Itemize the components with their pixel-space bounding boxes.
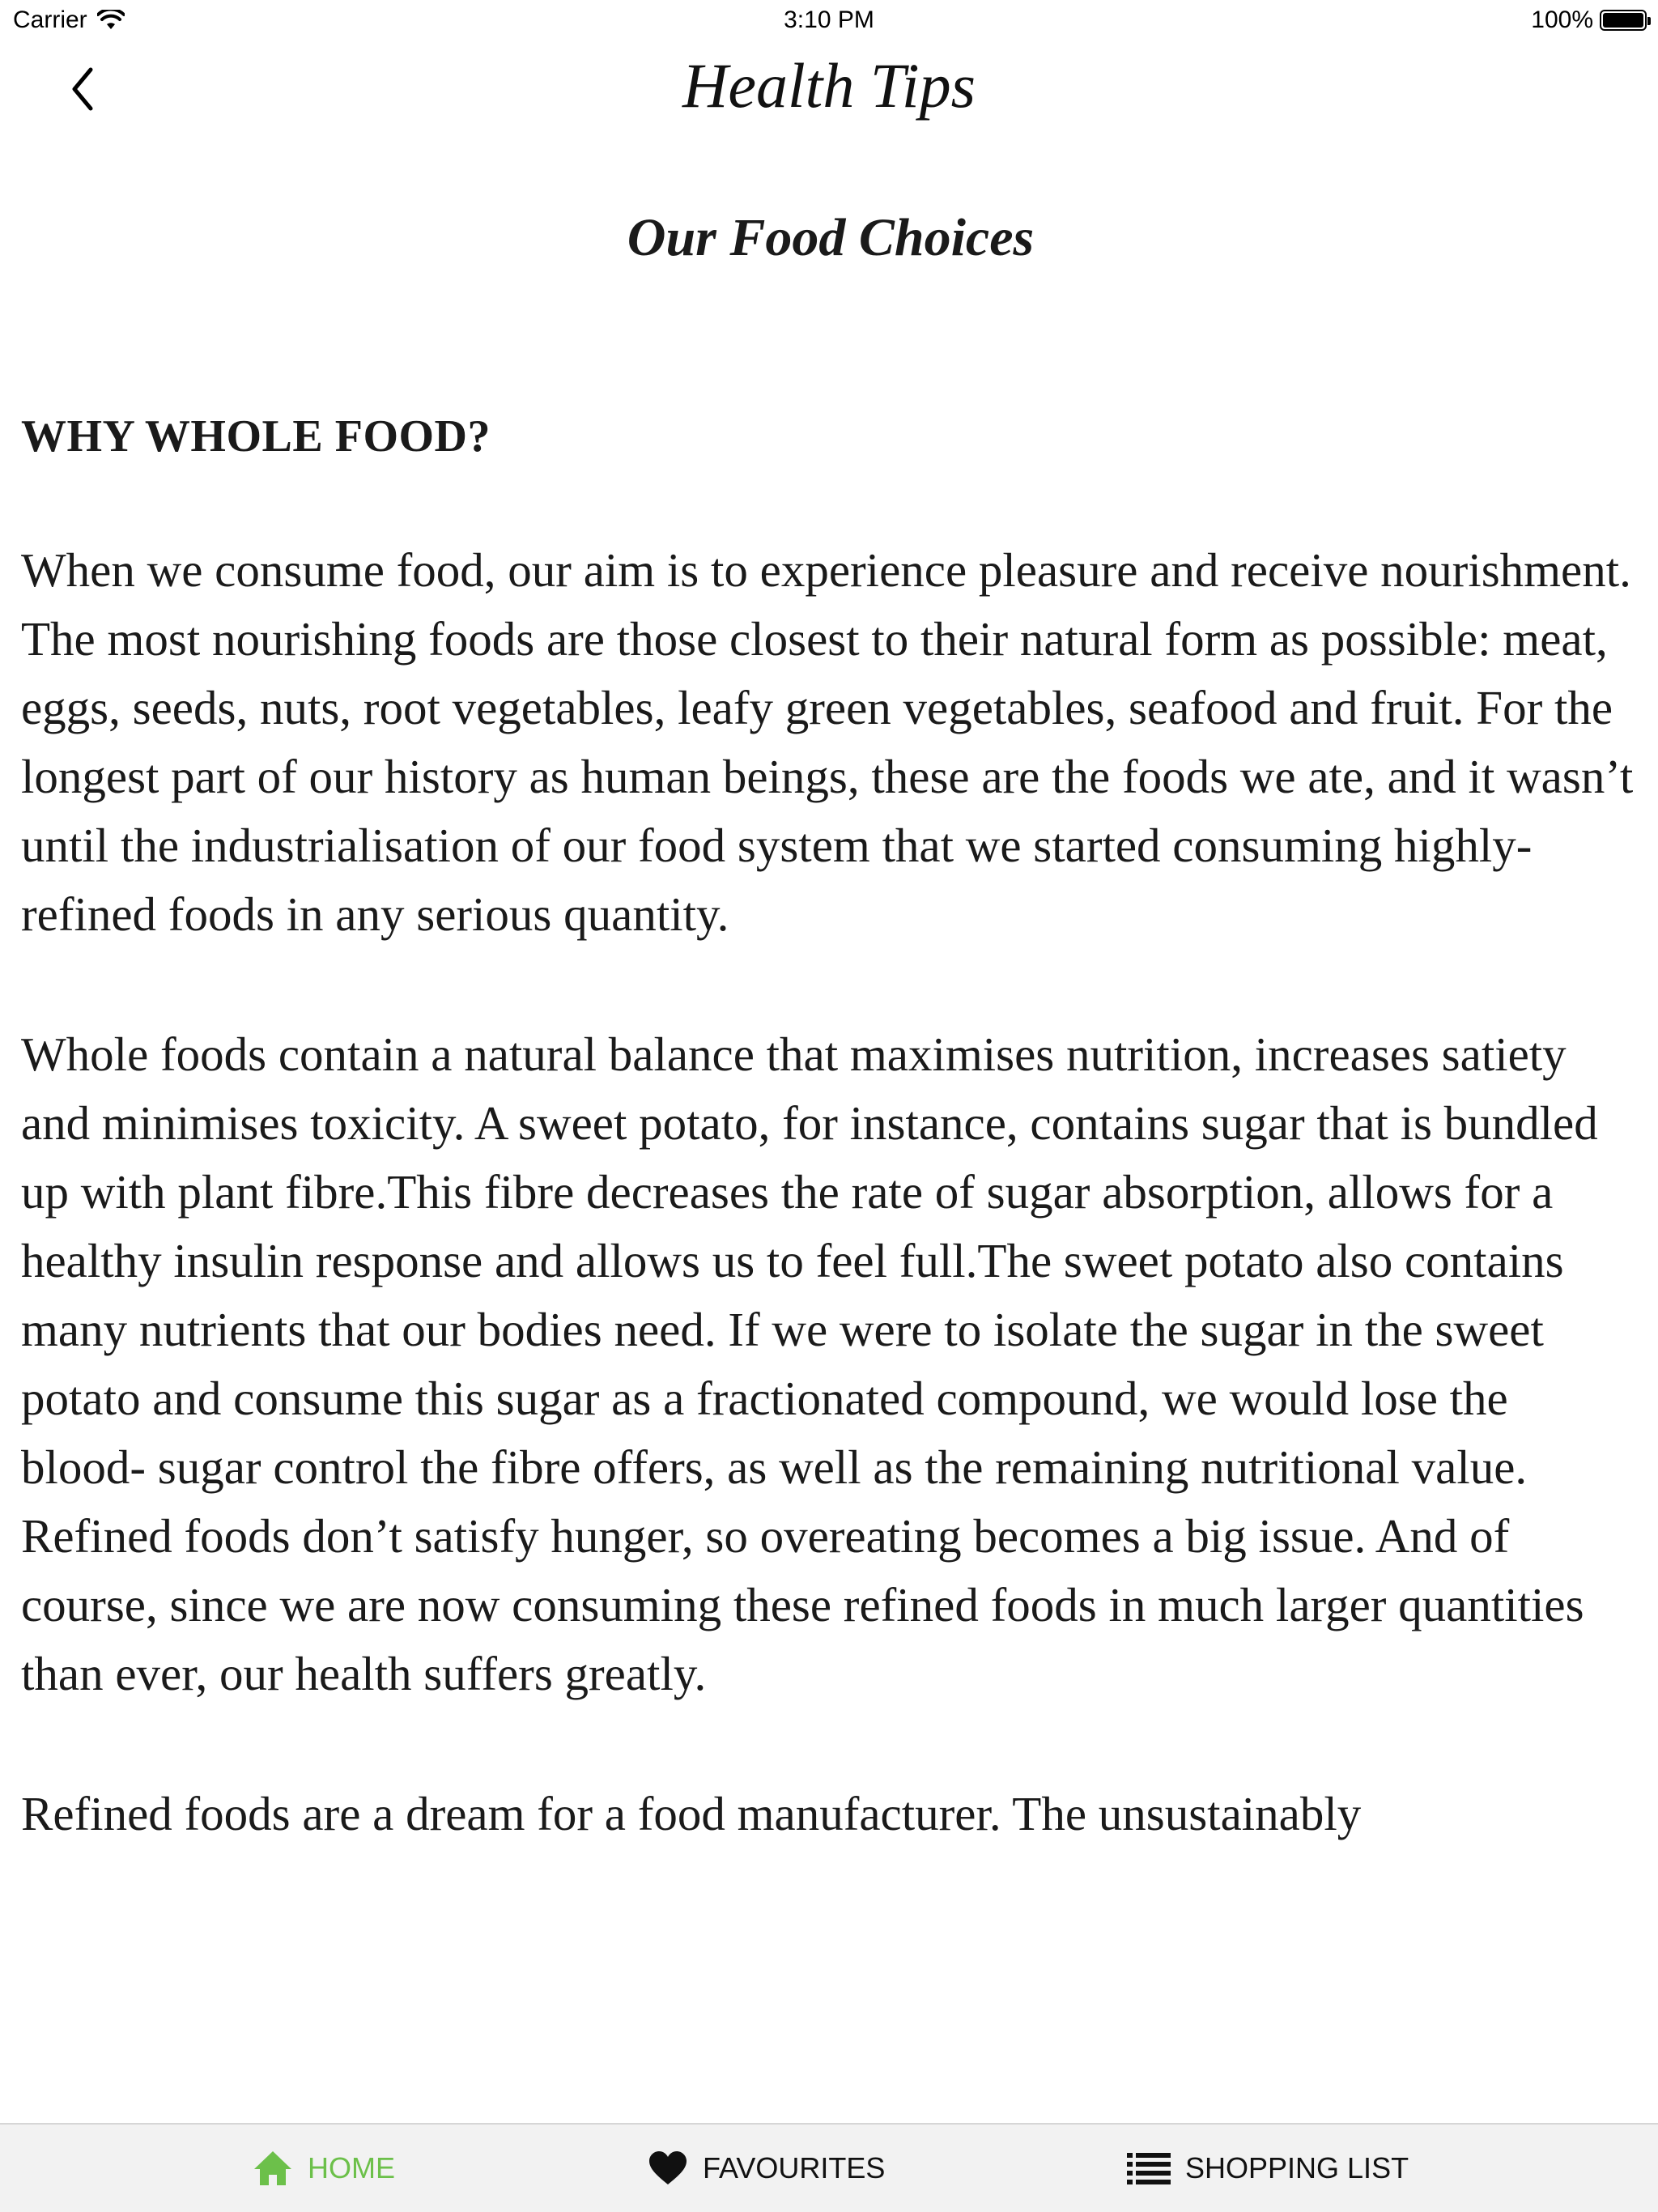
tab-favourites[interactable] bbox=[648, 2125, 885, 2212]
wifi-icon bbox=[97, 10, 125, 31]
article-paragraph: Whole foods contain a natural balance that maximises nutrition, increases satiety and minimises toxicity. A sweet potato, for instance, contains sugar that is bundled up with plant fibre.This fibre decreases the rate of sugar absorption, allows for a healthy insulin response and allows us to feel full.The sweet potato also contains many nutrients that our bodies need. If we were to isolate the sugar in the sweet potato and consume this sugar as a fractionated compound, we would lose the blood- sugar control the fibre offers, as well as the remaining nutritional value. Refined foods don’t satisfy hunger, so overeating becomes a big issue. And of course, since we are now consuming these refined foods in much larger quantities than ever, our health suffers greatly. bbox=[21, 1027, 1598, 1700]
tab-shopping-list[interactable] bbox=[1127, 2125, 1409, 2212]
nav-title: Health Tips bbox=[682, 50, 976, 121]
status-right bbox=[1531, 6, 1647, 34]
tab-bar bbox=[0, 2123, 1658, 2212]
heart-icon bbox=[648, 2150, 688, 2186]
tab-home-label: HOME bbox=[308, 2151, 395, 2184]
status-bar bbox=[0, 0, 1658, 45]
list-icon bbox=[1127, 2151, 1171, 2185]
tab-favourites-label: FAVOURITES bbox=[703, 2151, 886, 2184]
status-left bbox=[13, 6, 125, 34]
article-content[interactable] bbox=[21, 134, 1640, 2123]
page-heading: Our Food Choices bbox=[627, 208, 1035, 267]
section-title: WHY WHOLE FOOD? bbox=[21, 411, 491, 462]
article-paragraph: Refined foods are a dream for a food manufacturer. The unsustainably bbox=[21, 1787, 1362, 1840]
status-time: 3:10 PM bbox=[784, 6, 874, 33]
navigation-bar bbox=[0, 45, 1658, 134]
home-icon bbox=[253, 2150, 293, 2187]
article-paragraph: When we consume food, our aim is to experience pleasure and receive nourishment. The most nourishing foods are those closest to their natural form as possible: meat, eggs, seeds, nuts, root vegetables, leafy green vegetables, seafood and fruit. For the longest part of our history as human beings, these are the foods we ate, and it wasn’t until the industrialisation of our food system that we started consuming highly-refined foods in any serious quantity. bbox=[21, 543, 1634, 941]
tab-shopping-list-label: SHOPPING LIST bbox=[1185, 2151, 1409, 2184]
tab-home[interactable] bbox=[253, 2125, 395, 2212]
carrier-label: Carrier bbox=[13, 6, 87, 33]
battery-icon bbox=[1600, 10, 1647, 31]
battery-percent: 100% bbox=[1531, 6, 1593, 33]
